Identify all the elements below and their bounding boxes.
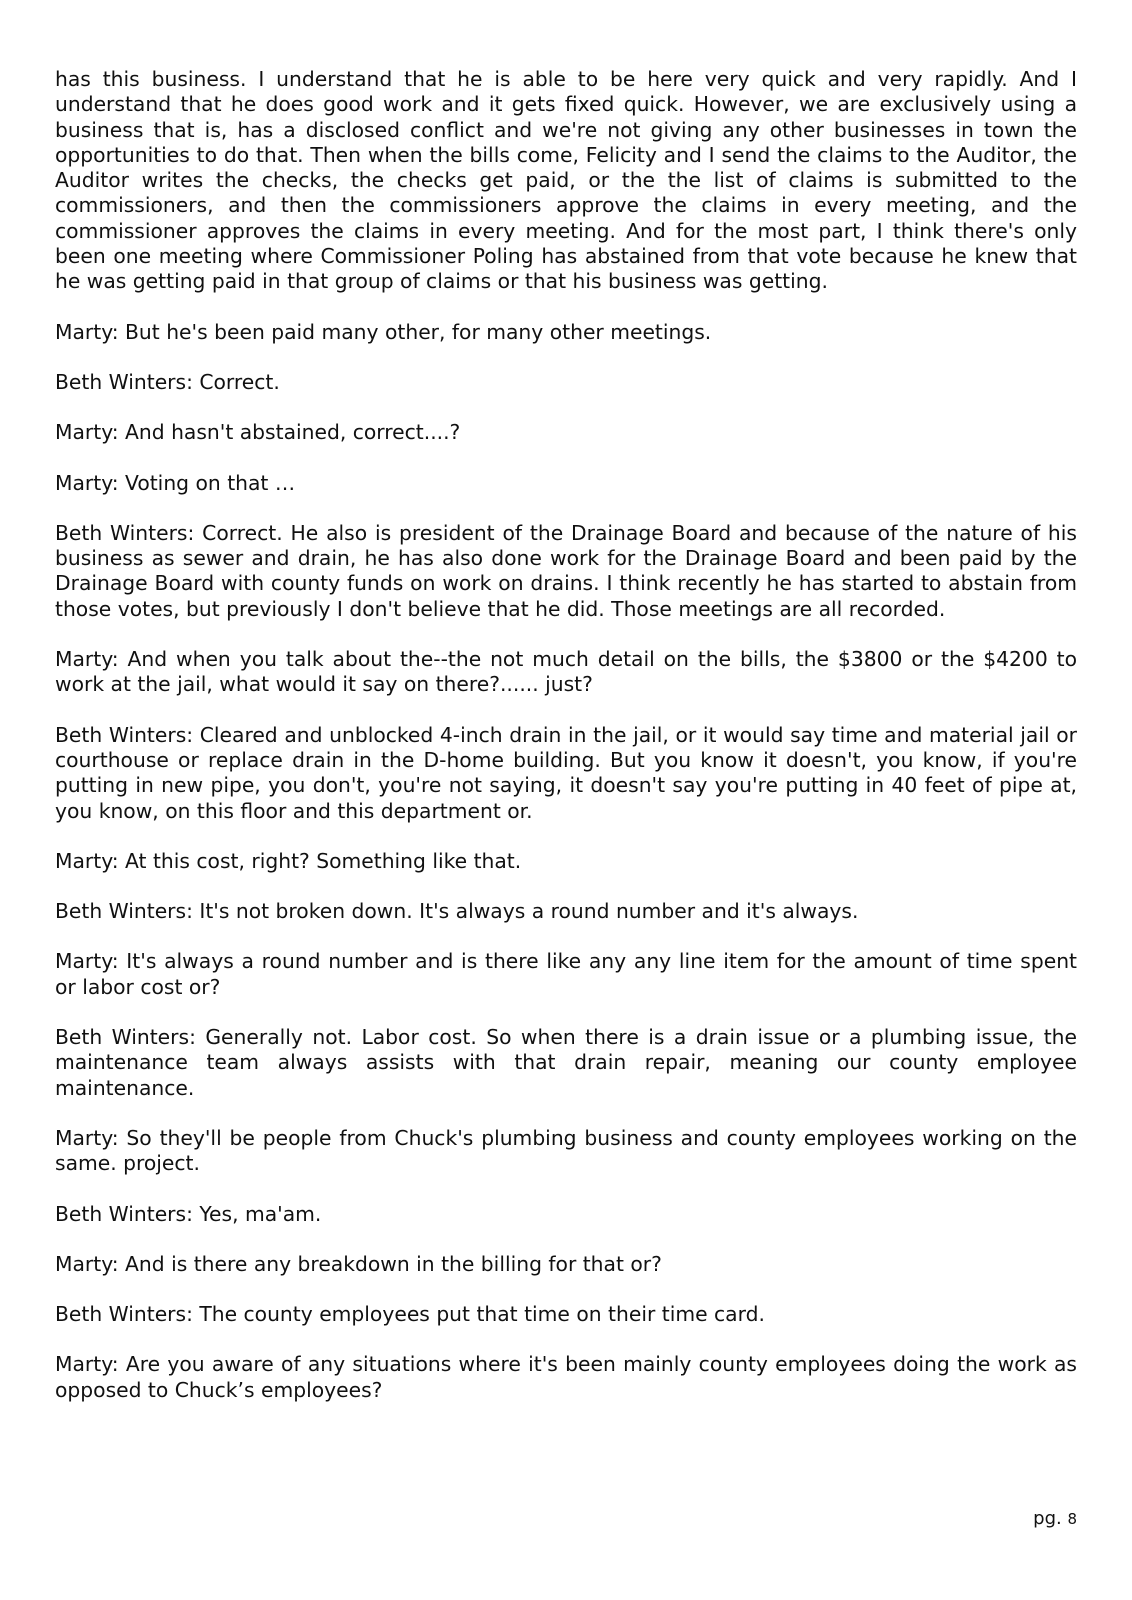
transcript-paragraph: Beth Winters: Generally not. Labor cost. So when there is a drain issue or a plumbing issue, the maintenance team always assists with that drain repair, meaning our county employee maintenance. [55, 1025, 1077, 1100]
transcript-paragraph: Beth Winters: Correct. He also is president of the Drainage Board and because of the nature of his business as sewer and drain, he has also done work for the Drainage Board and been paid by the Drainage Board with county funds on work on drains. I think recently he has started to abstain from those votes, but previously I don't believe that he did. Those meetings are all recorded. [55, 520, 1077, 621]
transcript-paragraph: Beth Winters: Cleared and unblocked 4-inch drain in the jail, or it would say time and material jail or courthouse or replace drain in the D-home building. But you know it doesn't, you know, if you're putting in new pipe, you don't, you're not saying, it doesn't say you're putting in 40 feet of pipe at, you know, on this floor and this department or. [55, 722, 1077, 823]
transcript-paragraph: Marty: Are you aware of any situations where it's been mainly county employees doing the work as opposed to Chuck’s employees? [55, 1352, 1077, 1402]
transcript-paragraph: Beth Winters: Yes, ma'am. [55, 1201, 322, 1226]
transcript-paragraph: Marty: At this cost, right? Something like that. [55, 848, 522, 873]
transcript-paragraph: Beth Winters: It's not broken down. It's always a round number and it's always. [55, 899, 859, 924]
transcript-paragraph: Marty: Voting on that … [55, 470, 296, 495]
page-label: pg. [1033, 1508, 1062, 1529]
transcript-paragraph: Marty: It's always a round number and is there like any any line item for the amount of time spent or labor cost or? [55, 949, 1077, 999]
page-footer [1033, 1508, 1077, 1529]
transcript-paragraph: Marty: And hasn't abstained, correct....? [55, 420, 461, 445]
page-number: 8 [1067, 1510, 1077, 1528]
transcript-body [55, 67, 1077, 1403]
transcript-paragraph: has this business. I understand that he is able to be here very quick and very rapidly. And I understand that he does good work and it gets fixed quick. However, we are exclusively using a business that is, has a disclosed conflict and we're not giving any other businesses in town the opportunities to do that. Then when the bills come, Felicity and I send the claims to the Auditor, the Auditor writes the checks, the checks get paid, or the the list of claims is submitted to the commissioners, and then the commissioners approve the claims in every meeting, and the commissioner approves the claims in every meeting. And for the most part, I think there's only been one meeting where Commissioner Poling has abstained from that vote because he knew that he was getting paid in that group of claims or that his business was getting. [55, 67, 1077, 294]
transcript-paragraph: Marty: And when you talk about the--the not much detail on the bills, the $3800 or the $4200 to work at the jail, what would it say on there?...... just? [55, 647, 1077, 697]
transcript-paragraph: Marty: But he's been paid many other, for many other meetings. [55, 319, 712, 344]
transcript-paragraph: Beth Winters: The county employees put that time on their time card. [55, 1302, 765, 1327]
transcript-paragraph: Marty: So they'll be people from Chuck's plumbing business and county employees working on the same. project. [55, 1125, 1077, 1176]
transcript-paragraph: Beth Winters: Correct. [55, 369, 280, 394]
transcript-paragraph: Marty: And is there any breakdown in the billing for that or? [55, 1251, 662, 1276]
